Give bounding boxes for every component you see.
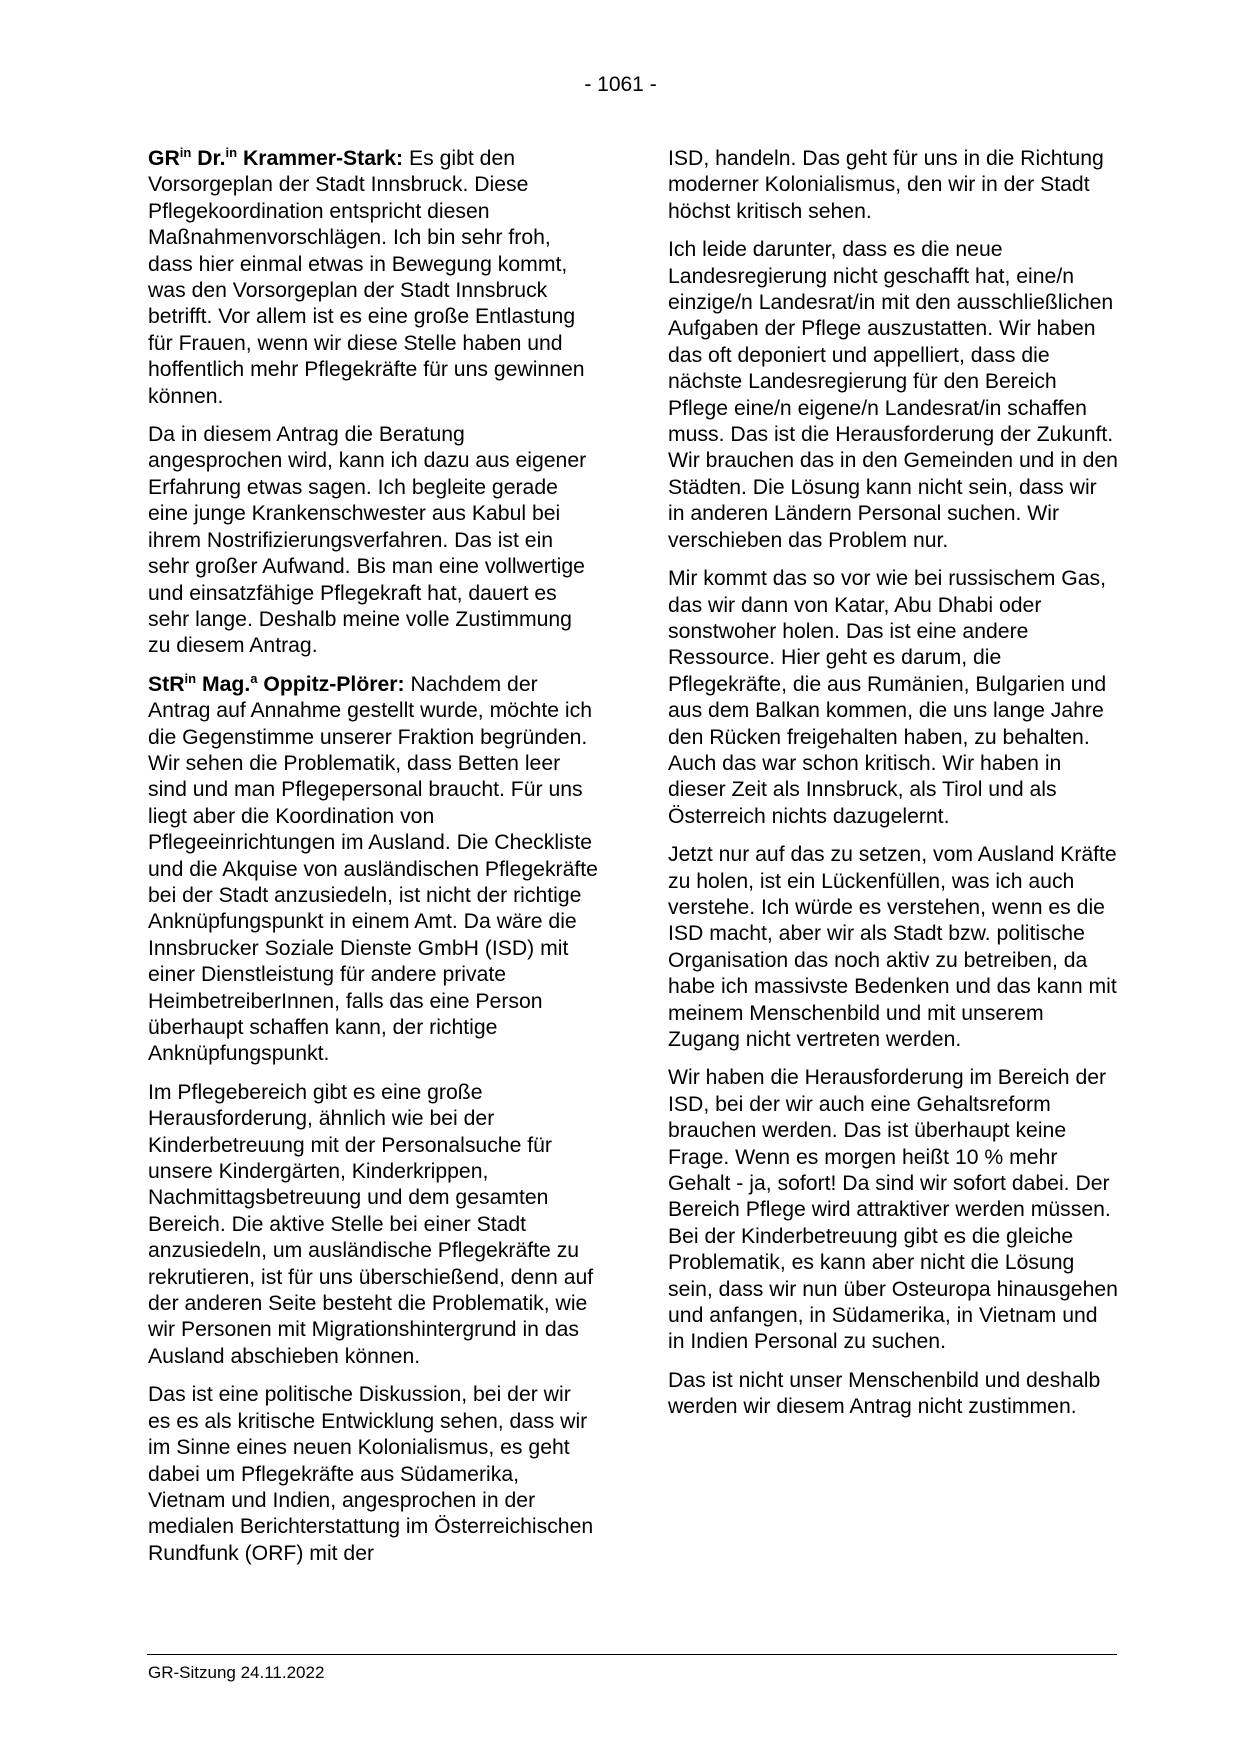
speech-paragraph: Mir kommt das so vor wie bei russischem Gas, das wir dann von Katar, Abu Dhabi oder sonstwoher holen. Das ist eine andere Ressource. Hier geht es darum, die Pflegekräfte, die aus Rumänien, Bulgarien und aus dem Balkan kommen, die uns lange Jahre den Rücken freigehalten haben, zu behalten. Auch das war schon kritisch. Wir haben in dieser Zeit als Innsbruck, als Tirol und als Österreich nichts dazugelernt. (668, 567, 1107, 828)
speech-paragraph: Jetzt nur auf das zu setzen, vom Ausland Kräfte zu holen, ist ein Lückenfüllen, was ich auch verstehe. Ich würde es verstehen, wenn es die ISD macht, aber wir als Stadt bzw. politische Organisation das noch aktiv zu betreiben, da habe ich massivste Bedenken und das kann mit meinem Menschenbild und mit unserem Zugang nicht vertreten werden. (668, 843, 1117, 1051)
speech-paragraph: ISD, handeln. Das geht für uns in die Richtung moderner Kolonialismus, den wir in der Stadt höchst kritisch sehen. (668, 147, 1104, 223)
right-column (668, 146, 1118, 1433)
speech-paragraph: Im Pflegebereich gibt es eine große Herausforderung, ähnlich wie bei der Kinderbetreuung mit der Personalsuche für unsere Kindergärten, Kinderkrippen, Nachmittagsbetreuung und dem gesamten Bereich. Die aktive Stelle bei einer Stadt anzusiedeln, um ausländische Pflegekräfte zu rekrutieren, ist für uns überschießend, denn auf der anderen Seite besteht die Problematik, wie wir Personen mit Migrationshintergrund in das Ausland abschieben können. (148, 1080, 594, 1368)
speaker-name (148, 147, 403, 170)
speech-paragraph (148, 146, 598, 410)
speech-paragraph: Wir haben die Herausforderung im Bereich der ISD, bei der wir auch eine Gehaltsreform brauchen werden. Das ist überhaupt keine Frage. Wenn es morgen heißt 10 % mehr Gehalt - ja, sofort! Da sind wir sofort dabei. Der Bereich Pflege wird attraktiver werden müssen. Bei der Kinderbetreuung gibt es die gleiche Problematik, es kann aber nicht die Lösung sein, dass wir nun über Osteuropa hinausgehen und anfangen, in Südamerika, in Vietnam und in Indien Personal zu suchen. (668, 1066, 1118, 1354)
speaker-title-sup: in (225, 145, 238, 160)
speech-paragraph: Da in diesem Antrag die Beratung angesprochen wird, kann ich dazu aus eigener Erfahrung etwas sagen. Ich begleite gerade eine junge Krankenschwester aus Kabul bei ihrem Nostrifizierungsverfahren. Das ist ein sehr großer Aufwand. Bis man eine vollwertige und einsatzfähige Pflegekraft hat, dauert es sehr lange. Deshalb meine volle Zustimmung zu diesem Antrag. (148, 423, 587, 658)
speaker-prefix: StR (148, 672, 185, 696)
speaker-prefix-sup: in (179, 145, 192, 160)
speaker-surname: Krammer-Stark: (237, 147, 404, 170)
speech-paragraph: Das ist nicht unser Menschenbild und deshalb werden wir diesem Antrag nicht zustimmen. (668, 1368, 1101, 1419)
speaker-title: Dr. (191, 147, 226, 170)
footer-divider (147, 1654, 1117, 1655)
speaker-prefix: GR (148, 147, 180, 170)
speaker-name (148, 670, 405, 696)
speech-paragraph: Ich leide darunter, dass es die neue Landesregierung nicht geschafft hat, eine/n einzige/n Landesrat/in mit den ausschließlichen Aufgaben der Pflege auszustatten. Wir haben das oft deponiert und appelliert, dass die nächste Landesregierung für den Bereich Pflege eine/n eigene/n Landesrat/in schaffen muss. Das ist die Herausforderung der Zukunft. Wir brauchen das in den Gemeinden und in den Städten. Die Lösung kann nicht sein, dass wir in anderen Ländern Personal suchen. Wir verschieben das Problem nur. (668, 238, 1118, 552)
speech-paragraph (148, 672, 598, 1068)
footer-session-date: GR-Sitzung 24.11.2022 (148, 1663, 325, 1682)
speech-paragraph: Das ist eine politische Diskussion, bei der wir es es als kritische Entwicklung sehen, dass wir im Sinne eines neuen Kolonialismus, es geht dabei um Pflegekräfte aus Südamerika, Vietnam und Indien, angesprochen in der medialen Berichterstattung im Österreichischen Rundfunk (ORF) mit der (148, 1383, 594, 1565)
speaker-title: Mag. (196, 672, 251, 696)
speech-text: Nachdem der Antrag auf Annahme gestellt wurde, möchte ich die Gegenstimme unserer Fraktion begründen. Wir sehen die Problematik, dass Betten leer sind und man Pflegepersonal braucht. Für uns liegt aber die Koordination von Pflegeeinrichtungen im Ausland. Die Checkliste und die Akquise von ausländischen Pflegekräfte bei der Stadt anzusiedeln, ist nicht der richtige Anknüpfungspunkt in einem Amt. Da wäre die Innsbrucker Soziale Dienste GmbH (ISD) mit einer Dienstleistung für andere private HeimbetreiberInnen, falls das eine Person überhaupt schaffen kann, der richtige Anknüpfungspunkt. (148, 672, 598, 1066)
speaker-prefix-sup: in (184, 670, 197, 686)
speech-text: Es gibt den Vorsorgeplan der Stadt Innsbruck. Diese Pflegekoordination entspricht diesen Maßnahmenvorschlägen. Ich bin sehr froh, dass hier einmal etwas in Bewegung kommt, was den Vorsorgeplan der Stadt Innsbruck betrifft. Vor allem ist es eine große Entlastung für Frauen, wenn wir diese Stelle haben und hoffentlich mehr Pflegekräfte für uns gewinnen können. (148, 147, 585, 408)
speaker-surname: Oppitz-Plörer: (257, 672, 405, 696)
page-number: - 1061 - (584, 73, 657, 96)
left-column (148, 146, 598, 1579)
speaker-title-sup: a (250, 670, 258, 686)
